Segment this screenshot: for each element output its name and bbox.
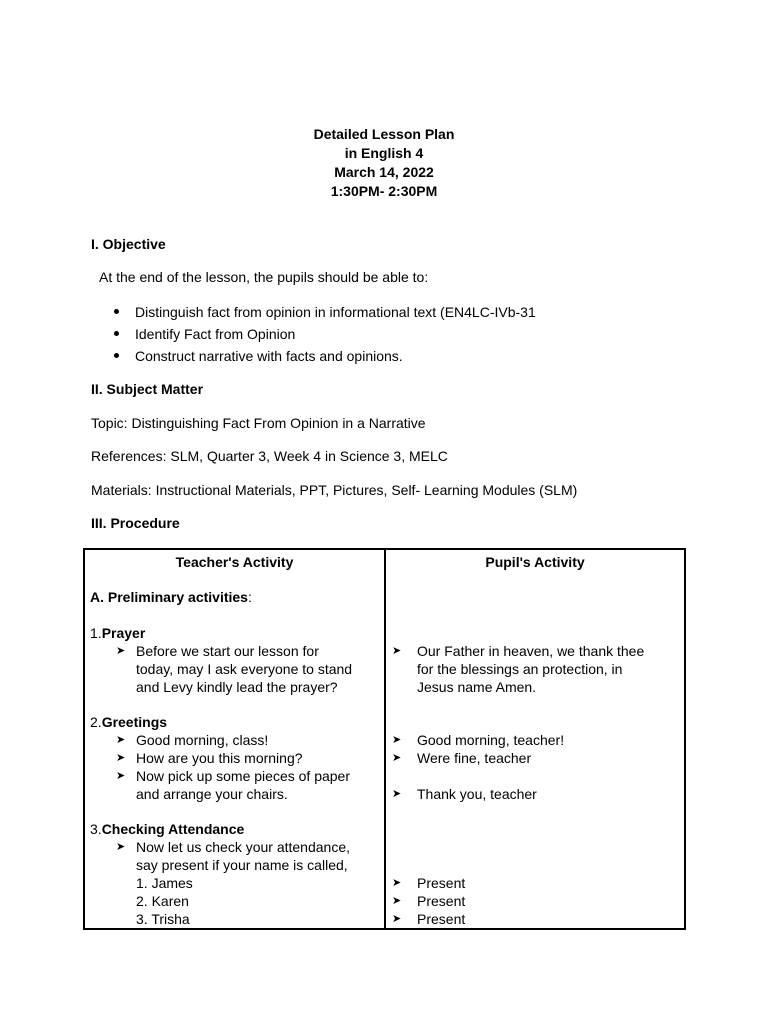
arrow-icon: ➤ <box>392 645 402 657</box>
arrow-icon: ➤ <box>392 895 402 907</box>
bullet-icon <box>114 309 119 314</box>
procedure-heading: III. Procedure <box>91 515 180 531</box>
greetings-pupil-line: Good morning, teacher! <box>417 732 565 748</box>
attendance-teacher-line: 2. Karen <box>136 893 189 909</box>
subject-matter-heading: II. Subject Matter <box>91 381 204 397</box>
document-title <box>0 125 768 201</box>
materials-line: Materials: Instructional Materials, PPT, Pictures, Self- Learning Modules (SLM) <box>91 482 578 498</box>
prayer-label: 1.Prayer <box>90 625 146 641</box>
bullet-icon <box>114 353 119 358</box>
arrow-icon: ➤ <box>392 877 402 889</box>
arrow-icon: ➤ <box>116 770 126 782</box>
arrow-icon: ➤ <box>392 734 402 746</box>
greetings-pupil-line: Thank you, teacher <box>417 786 537 802</box>
list-item: Distinguish fact from opinion in informational text (EN4LC-IVb-31 <box>91 302 536 324</box>
attendance-label: 3.Checking Attendance <box>90 821 245 837</box>
attendance-teacher-line: say present if your name is called, <box>136 857 348 873</box>
prayer-pupil-line: Jesus name Amen. <box>417 679 537 695</box>
column-divider <box>384 550 386 928</box>
prayer-pupil-line: Our Father in heaven, we thank thee <box>417 643 645 659</box>
preliminary-activities-label: A. Preliminary activities: <box>90 589 252 605</box>
arrow-icon: ➤ <box>116 841 126 853</box>
prayer-teacher-line: and Levy kindly lead the prayer? <box>136 679 338 695</box>
arrow-icon: ➤ <box>116 734 126 746</box>
title-line-2: in English 4 <box>344 145 424 161</box>
arrow-icon: ➤ <box>116 752 126 764</box>
prayer-teacher-line: Before we start our lesson for <box>136 643 319 659</box>
greetings-teacher-line: Good morning, class! <box>136 732 269 748</box>
teacher-activity-header: Teacher's Activity <box>175 554 294 570</box>
procedure-table <box>83 548 686 930</box>
attendance-pupil-line: Present <box>417 893 466 909</box>
attendance-pupil-line: Present <box>417 875 466 891</box>
greetings-teacher-line: How are you this morning? <box>136 750 303 766</box>
arrow-icon: ➤ <box>116 645 126 657</box>
bullet-icon <box>114 331 119 336</box>
greetings-label: 2.Greetings <box>90 714 168 730</box>
arrow-icon: ➤ <box>392 913 402 925</box>
list-item: Identify Fact from Opinion <box>91 324 536 346</box>
topic-line: Topic: Distinguishing Fact From Opinion in a Narrative <box>91 415 426 431</box>
title-line-3: March 14, 2022 <box>334 164 434 180</box>
title-line-4: 1:30PM- 2:30PM <box>330 183 438 199</box>
greetings-teacher-line: and arrange your chairs. <box>136 786 288 802</box>
attendance-teacher-line: Now let us check your attendance, <box>136 839 351 855</box>
objective-intro: At the end of the lesson, the pupils should be able to: <box>99 269 429 285</box>
attendance-teacher-line: 3. Trisha <box>136 911 190 927</box>
title-line-1: Detailed Lesson Plan <box>313 126 455 142</box>
objective-list <box>91 302 536 368</box>
attendance-pupil-line: Present <box>417 911 466 927</box>
pupil-activity-header: Pupil's Activity <box>485 554 585 570</box>
objective-heading: I. Objective <box>91 236 166 252</box>
greetings-pupil-line: Were fine, teacher <box>417 750 532 766</box>
prayer-teacher-line: today, may I ask everyone to stand <box>136 661 353 677</box>
list-item: Construct narrative with facts and opinions. <box>91 346 536 368</box>
arrow-icon: ➤ <box>392 752 402 764</box>
arrow-icon: ➤ <box>392 788 402 800</box>
greetings-teacher-line: Now pick up some pieces of paper <box>136 768 350 784</box>
references-line: References: SLM, Quarter 3, Week 4 in Science 3, MELC <box>91 448 448 464</box>
prayer-pupil-line: for the blessings an protection, in <box>417 661 623 677</box>
attendance-teacher-line: 1. James <box>136 875 193 891</box>
